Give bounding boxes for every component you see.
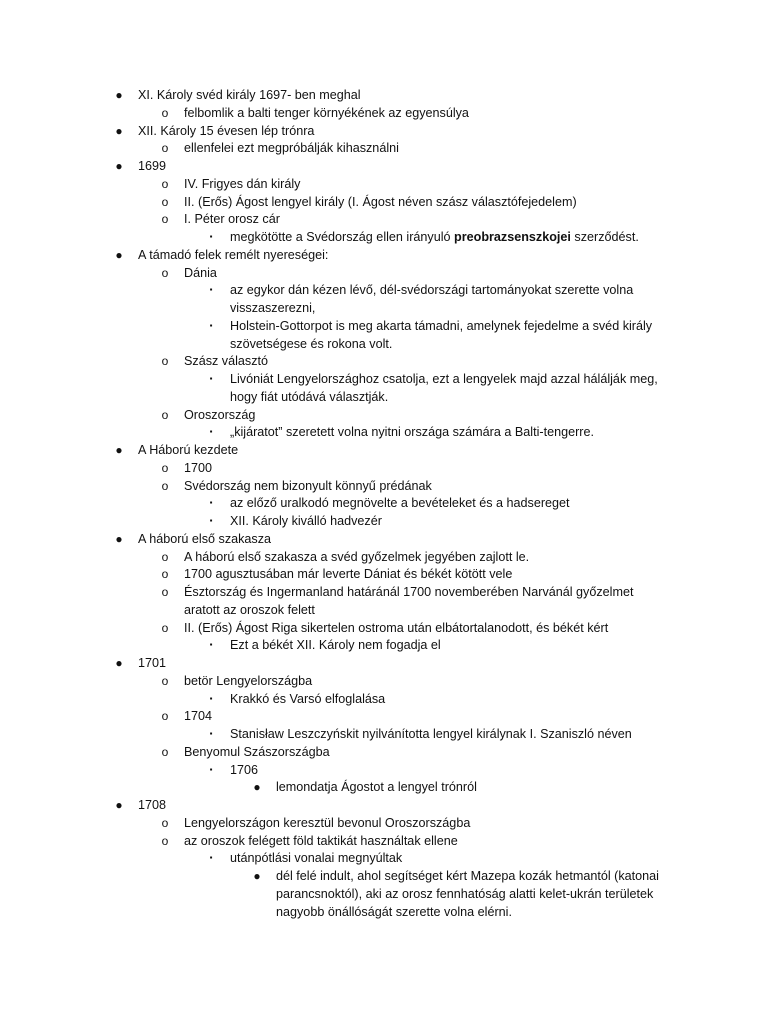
list-item-text [138,86,361,104]
list-item-text [184,548,529,566]
list-item-text-segment: A támadó felek remélt nyereségei: [138,247,329,262]
list-item-text [184,672,312,690]
circle-bullet-icon: o [161,105,169,120]
list-item-text [138,122,314,140]
square-bullet-icon: ▪ [209,516,213,525]
list-item-text [138,796,166,814]
list-item-text [184,175,300,193]
list-item-text [230,317,652,335]
list-item-text-segment: IV. Frigyes dán király [184,176,301,191]
list-item-text-segment: I. Péter orosz cár [184,212,280,227]
list-item-text-segment: XII. Károly 15 évesen lép trónra [138,123,315,138]
list-item-text [184,459,212,477]
list-item-text-segment: dél felé indult, ahol segítséget kért Mazepa kozák hetmantól (katonai [276,869,659,883]
circle-bullet-icon: o [161,194,169,209]
list-item-text-segment: parancsnoktól), aki az orosz fennhatóság alatti kelet-ukrán területek [276,886,654,901]
list-item-text-segment: az oroszok felégett föld taktikát használtak ellene [184,833,458,848]
list-item-text [276,778,477,796]
list-item-text [184,619,608,637]
list-item-text [184,352,268,370]
list-item-text [230,512,382,530]
circle-bullet-icon: o [161,620,169,635]
list-item-text [138,441,238,459]
list-item-text-segment: A Háború kezdete [138,443,239,457]
list-item-text [138,654,166,672]
square-bullet-icon: ▪ [209,374,213,383]
list-item-text-segment: megkötötte a Svédország ellen irányuló [230,230,455,244]
list-item-text [184,193,577,211]
list-item-text [230,636,441,654]
square-bullet-icon: ▪ [209,232,213,241]
list-item-text [230,299,315,317]
circle-bullet-icon: o [161,265,169,280]
list-item-text-segment: A háború első szakasza [138,531,272,546]
list-item-text-segment: lemondatja Ágostot a lengyel trónról [276,780,477,795]
list-item-text-segment: Benyomul Szászországba [184,744,330,759]
list-item-text-segment: Észtország és Ingermanland határánál 1700 novemberében Narvánál győzelmet [184,585,634,599]
list-item-text [230,370,658,388]
list-item-text-segment: Livóniát Lengyelországhoz csatolja, ezt a lengyelek majd azzal hálálják meg, [230,372,658,386]
list-item-text-segment: felbomlik a balti tenger környékének az egyensúlya [184,105,469,120]
list-item-text [230,849,402,867]
list-item-text-segment: II. (Erős) Ágost Riga sikertelen ostroma után elbátortalanodott, és békét kért [184,620,609,635]
list-item-text [138,157,166,175]
list-item-text-segment: „kijáratot” szeretett volna nyitni országa számára a Balti-tengerre. [230,425,594,440]
list-item-text [184,743,330,761]
list-item-text-segment: visszaszerezni, [230,301,316,315]
square-bullet-icon: ▪ [209,427,213,437]
list-item-text-segment: Ezt a békét XII. Károly nem fogadja el [230,638,441,653]
list-item-text-segment: XII. Károly kiválló hadvezér [230,514,382,528]
disc-bullet-icon: ● [115,247,123,262]
circle-bullet-icon: o [161,549,169,564]
list-item-text-segment: Dánia [184,265,217,280]
list-item-text-segment: Holstein-Gottorpot is meg akarta támadni, amelynek fejedelme a svéd király [230,318,653,333]
square-bullet-icon: ▪ [209,729,213,738]
circle-bullet-icon: o [161,709,169,724]
square-bullet-icon: ▪ [209,320,213,330]
list-item-text-segment: Oroszország [184,407,256,422]
list-item-text [230,761,258,779]
list-item-text-segment: II. (Erős) Ágost lengyel király (I. Ágost néven szász választófejedelem) [184,194,577,209]
list-item-text-segment: 1701 [138,656,167,670]
list-item-text [184,583,633,601]
circle-bullet-icon: o [161,744,169,759]
list-item-text [184,477,432,495]
list-item-text-segment: Svédország nem bizonyult könnyű prédának [184,478,432,493]
list-item-text [184,707,212,725]
list-item-text [230,388,388,406]
list-item-text-segment: utánpótlási vonalai megnyúltak [230,851,403,866]
circle-bullet-icon: o [161,407,169,422]
list-item-text-segment: hogy fiát utódává választják. [230,389,389,404]
list-item-text-segment: 1704 [184,709,213,724]
list-item-text [138,246,328,264]
circle-bullet-icon: o [161,567,169,582]
disc-bullet-icon: ● [115,798,123,812]
disc-bullet-icon: ● [115,123,123,138]
circle-bullet-icon: o [161,585,169,599]
list-item-text [230,335,392,353]
list-item-text [230,725,632,743]
list-item-text [230,228,639,246]
disc-bullet-icon: ● [253,780,261,795]
list-item-text [276,885,653,903]
list-item-text [184,814,470,832]
list-item-text-segment: 1706 [230,762,259,777]
list-item-text-segment: az egykor dán kézen lévő, dél-svédországi tartományokat szerette volna [230,283,634,298]
list-item-text-segment: A háború első szakasza a svéd győzelmek jegyében zajlott le. [184,549,530,564]
list-item-text-segment: 1699 [138,159,167,173]
list-item-text [184,406,255,424]
list-item-text [184,139,399,157]
list-item-text-segment: Krakkó és Varsó elfoglalása [230,691,386,706]
list-item-text-segment: Lengyelországon keresztül bevonul Oroszországba [184,815,471,830]
circle-bullet-icon: o [161,815,169,830]
disc-bullet-icon: ● [253,869,261,883]
square-bullet-icon: ▪ [209,640,213,650]
list-item-bold-term: preobrazsenszkojei [454,230,571,244]
list-item-text [230,494,570,512]
circle-bullet-icon: o [161,141,169,156]
list-item-text-segment: XI. Károly svéd király 1697- ben meghal [138,88,361,102]
list-item-text-segment: nagyobb önállóságát szerette volna elérni. [276,904,512,919]
list-item-text [184,210,280,228]
list-item-text-segment: 1708 [138,798,167,812]
list-item-text [184,264,217,282]
list-item-text [230,690,385,708]
disc-bullet-icon: ● [115,656,123,670]
circle-bullet-icon: o [161,176,169,191]
square-bullet-icon: ▪ [209,764,213,774]
list-item-text-segment: Stanisław Leszczyńskit nyilvánította lengyel királynak I. Szaniszló néven [230,727,632,741]
list-item-text-segment: ellenfelei ezt megpróbálják kihasználni [184,141,399,156]
list-item-text [184,601,315,619]
list-item-text-segment: betör Lengyelországba [184,673,313,688]
list-item-text-segment: szövetségese és rokona volt. [230,336,393,351]
list-item-text-segment: Szász választó [184,354,268,369]
list-item-text [184,104,469,122]
disc-bullet-icon: ● [115,443,123,457]
list-item-text [184,565,512,583]
square-bullet-icon: ▪ [209,498,213,508]
circle-bullet-icon: o [161,460,169,475]
list-item-text [276,867,659,885]
list-item-text [276,903,512,921]
list-item-text-segment: 1700 [184,460,213,475]
disc-bullet-icon: ● [115,531,123,546]
list-item-text-segment: szerződést. [570,230,639,244]
disc-bullet-icon: ● [115,88,123,102]
square-bullet-icon: ▪ [209,693,213,703]
circle-bullet-icon: o [161,833,169,848]
list-item-text [230,423,594,441]
circle-bullet-icon: o [161,354,169,369]
list-item-text [184,832,458,850]
disc-bullet-icon: ● [115,159,123,173]
circle-bullet-icon: o [161,478,169,493]
square-bullet-icon: ▪ [209,853,213,863]
list-item-text-segment: 1700 agusztusában már leverte Dániat és békét kötött vele [184,567,513,582]
circle-bullet-icon: o [161,673,169,688]
list-item-text [230,281,633,299]
list-item-text-segment: az előző uralkodó megnövelte a bevételeket és a hadsereget [230,496,570,511]
circle-bullet-icon: o [161,212,169,227]
square-bullet-icon: ▪ [209,285,213,295]
list-item-text [138,530,271,548]
list-item-text-segment: aratott az oroszok felett [184,602,315,617]
